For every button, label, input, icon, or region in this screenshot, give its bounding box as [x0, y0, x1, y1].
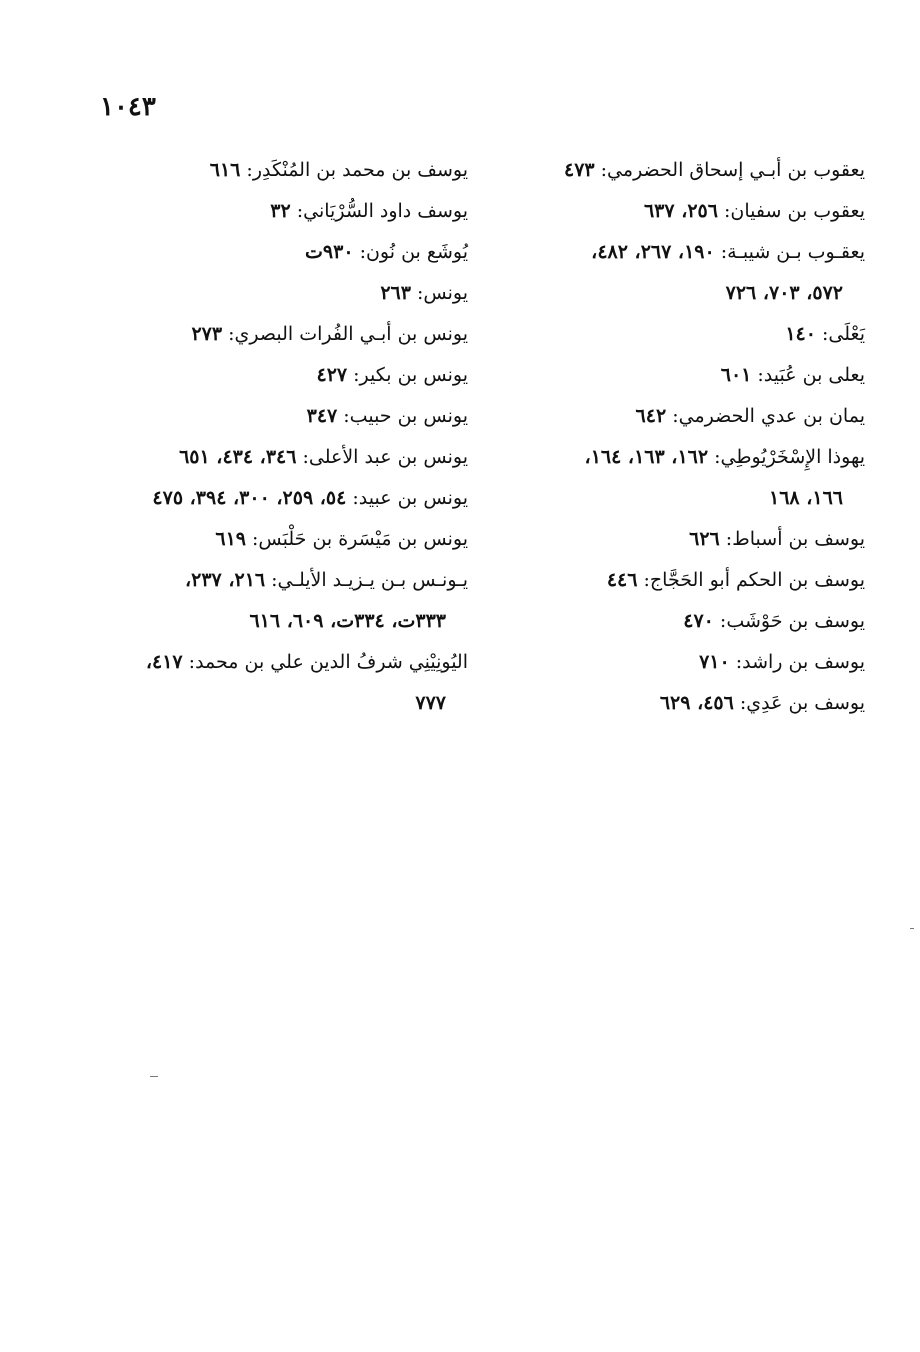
entry-name: يونس بن أبـي الفُرات البصري:: [222, 323, 468, 345]
index-entry: [513, 232, 865, 314]
index-entry: [513, 191, 865, 232]
entry-name: يُوشَع بن نُون:: [353, 241, 468, 263]
entry-name: يهوذا الإِسْخَرْيُوطِي:: [708, 446, 865, 468]
entry-page-refs-continued: ٧٧٧: [415, 692, 446, 714]
entry-page-refs: ٤١٧،: [145, 651, 183, 673]
entry-name: يعقوب بن سفيان:: [717, 200, 865, 222]
entry-page-refs: ١٤٠: [785, 323, 816, 345]
entry-page-refs-continued: ٣٣٣ت، ٣٣٤ت، ٦٠٩، ٦١٦: [249, 610, 446, 632]
entry-name: يوسف بن أسباط:: [719, 528, 865, 550]
index-entry: [513, 355, 865, 396]
page-number: ١٠٤٣: [100, 92, 156, 122]
entry-name: يوسف بن الحكم أبو الحَجَّاج:: [637, 569, 865, 591]
index-entry: [123, 232, 468, 273]
index-entry: [513, 396, 865, 437]
index-entry: [123, 150, 468, 191]
entry-name: يعلى بن عُبَيد:: [751, 364, 865, 386]
entry-name: يَعْلَى:: [815, 323, 865, 345]
entry-page-refs: ٤٤٦: [606, 569, 638, 591]
scan-speck: [150, 1076, 158, 1077]
index-entry: [123, 314, 468, 355]
entry-page-refs: ٤٧٠: [683, 610, 714, 632]
entry-page-refs: ٢٧٣: [191, 323, 223, 345]
scan-speck: [910, 928, 914, 929]
entry-page-refs-continued: ١٦٦، ١٦٨: [769, 487, 843, 509]
entry-page-refs: ٤٢٧: [316, 364, 348, 386]
index-entry: [513, 519, 865, 560]
index-entry: [513, 150, 865, 191]
index-entry: [513, 683, 865, 724]
entry-page-refs: ٦٠١: [720, 364, 752, 386]
index-entry: [123, 191, 468, 232]
entry-page-refs: ٧١٠: [699, 651, 730, 673]
entry-page-refs: ٢٥٦، ٦٣٧: [643, 200, 718, 222]
entry-page-refs: ٣٤٦، ٤٣٤، ٦٥١: [179, 446, 297, 468]
entry-name: يوسف داود السُّرْيَاني:: [290, 200, 468, 222]
entry-page-refs: ٤٧٣: [563, 159, 595, 181]
entry-page-refs: ١٦٢، ١٦٣، ١٦٤،: [584, 446, 709, 468]
index-entry: [123, 273, 468, 314]
index-entry: [513, 314, 865, 355]
entry-name: يمان بن عدي الحضرمي:: [666, 405, 865, 427]
entry-name: يونس بن عبد الأعلى:: [296, 446, 468, 468]
entry-name: يونس:: [410, 282, 468, 304]
index-entry: [513, 642, 865, 683]
entry-page-refs-continued: ٥٧٢، ٧٠٣، ٧٢٦: [725, 282, 843, 304]
index-entry: [123, 437, 468, 478]
index-entry: [123, 642, 468, 724]
entry-name: يوسف بن راشد:: [729, 651, 865, 673]
entry-page-refs: ٢١٦، ٢٣٧،: [184, 569, 266, 591]
entry-page-refs: ٦٤٢: [635, 405, 667, 427]
entry-name: يوسف بن حَوْشَب:: [713, 610, 865, 632]
entry-page-refs: ٢٦٣: [380, 282, 411, 304]
index-entry: [513, 437, 865, 519]
entry-name: يعقوب بن أبـي إسحاق الحضرمي:: [594, 159, 865, 181]
entry-page-refs: ٣٢: [270, 200, 291, 222]
entry-page-refs: ٦١٩: [215, 528, 246, 550]
entry-page-refs: ٣٤٧: [306, 405, 338, 427]
index-entry: [123, 396, 468, 437]
entry-name: يونس بن مَيْسَرة بن حَلْبَس:: [245, 528, 468, 550]
index-entry: [513, 560, 865, 601]
index-column-left: [123, 150, 468, 724]
entry-name: يونس بن بكير:: [347, 364, 468, 386]
entry-name: يـونـس بـن يـزيـد الأيلـي:: [265, 569, 468, 591]
entry-page-refs: ٦١٦: [209, 159, 241, 181]
index-entry: [123, 478, 468, 519]
entry-name: يوسف بن عَدِي:: [733, 692, 865, 714]
index-column-right: [513, 150, 865, 724]
index-entry: [123, 519, 468, 560]
entry-name: يونس بن حبيب:: [337, 405, 468, 427]
index-entry: [513, 601, 865, 642]
entry-page-refs: ٤٥٦، ٦٢٩: [659, 692, 734, 714]
entry-name: يعقـوب بـن شيبـة:: [714, 241, 865, 263]
entry-page-refs: ٥٤، ٢٥٩، ٣٠٠، ٣٩٤، ٤٧٥: [152, 487, 347, 509]
entry-name: يوسف بن محمد بن المُنْكَدِر:: [240, 159, 468, 181]
index-entry: [123, 355, 468, 396]
entry-page-refs: ١٩٠، ٢٦٧، ٤٨٢،: [591, 241, 715, 263]
entry-page-refs: ٦٢٦: [689, 528, 720, 550]
index-entry: [123, 560, 468, 642]
entry-name: يونس بن عبيد:: [346, 487, 468, 509]
entry-page-refs: ٩٣٠ت: [305, 241, 354, 263]
entry-name: اليُونِيْنِي شرفُ الدين علي بن محمد:: [182, 651, 468, 673]
